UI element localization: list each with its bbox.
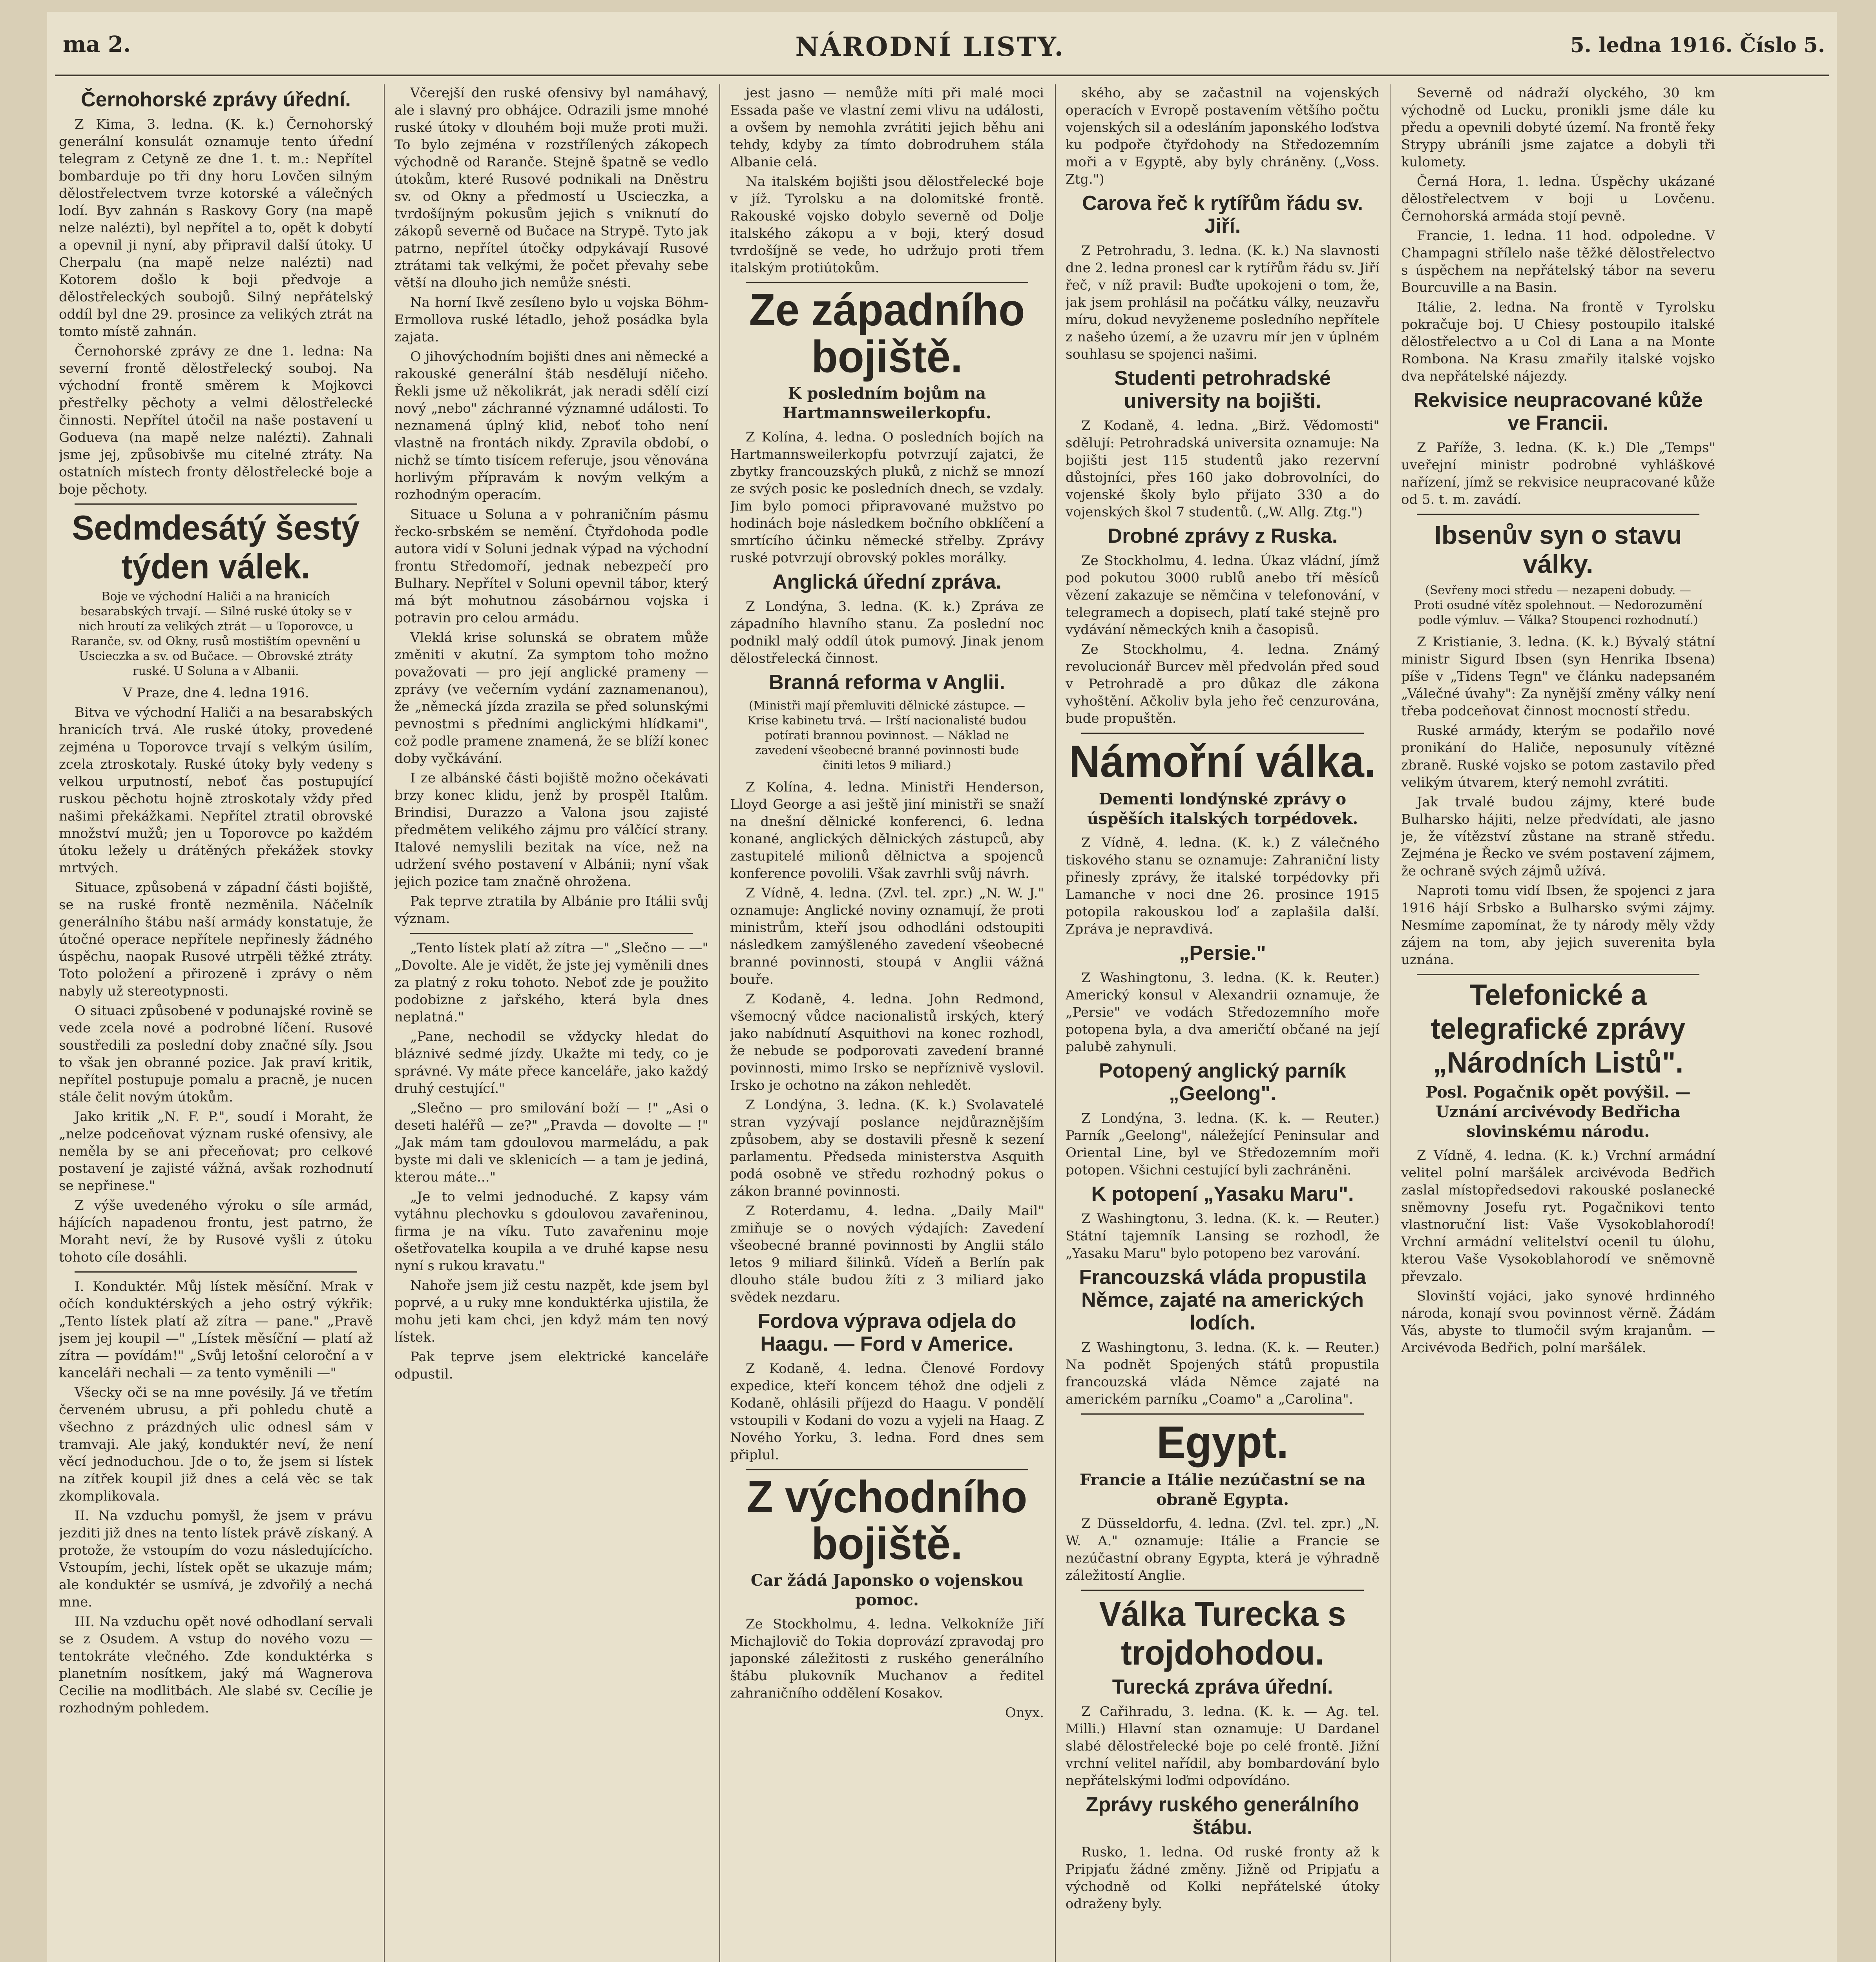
article-paragraph: O situaci způsobené v podunajské rovině se vede zcela nové a podrobné líčení. Rusové soustředili za poslední doby značné síly. Jsou to však jen obranné pozice. Jak praví kritik, nepřítel postupuje pomalu a pracně, je nucen stále čelit novým útokům. xyxy=(59,1003,373,1105)
column-4 xyxy=(1066,84,1380,1962)
article-heading: Potopený anglický parník „Geelong". xyxy=(1099,1059,1346,1105)
article-paragraph: Černá Hora, 1. ledna. Úspěchy ukázané dělostřelectvem v boji u Lovčenu. Černohorská armáda stojí pevně. xyxy=(1401,174,1715,224)
column-3 xyxy=(730,84,1044,1962)
article-paragraph: O jihovýchodním bojišti dnes ani německé a rakouské generální štáb nesdělují ničeho. Řekli jsme už několikrát, jak neradi sdělí cizí nový „nebo" záchranné významné události. To neznamená úplný klid, neboť toho není vlastně na frontách nikdy. Zpravila období, o nichž se tímto tisícem referuje, jsou věnována horlivým přípravám k novým velkým a rozhodným operacím. xyxy=(394,349,708,503)
article-paragraph: Bitva ve východní Haliči a na besarabských hranicích trvá. Ale ruské útoky, provedené zejména u Toporovce trvají s velkým úsilím, zcela ztroskotaly. Ruské útoky byly vedeny s velkou urputností, neboť čas postupující ruskou pěchotu hojně ztroskotaly vždy před našimi překážkami. Nepřítel ztratil obrovské množství mužů; jen u Toporovce po každém útoku ležely u drátěných překážek stovky mrtvých. xyxy=(59,705,373,876)
article-heading: Ibsenův syn o stavu války. xyxy=(1434,520,1682,578)
article-subheading: K posledním bojům na Hartmannsweilerkopfu. xyxy=(783,384,991,422)
section-headline: Válka Turecka s trojdohodou. xyxy=(1099,1594,1346,1672)
feuilleton-paragraph: II. Na vzduchu pomyšl, že jsem v právu jezditi již dnes na tento lístek právě získaný. A protože, že vstoupím do vozu následujícícho. Vstoupím, jechi, lístek opět se ukazuje mám; ale konduktér se usmívá, je zdvořilý a nechá mne. xyxy=(59,1508,373,1610)
article-paragraph: Itálie, 2. ledna. Na frontě v Tyrolsku pokračuje boj. U Chiesy postoupilo italské dělostřelectvo a u Col di Lana a na Monte Rombona. Na Krasu zmařily italské vojsko dva nepřátelské nájezdy. xyxy=(1401,299,1715,384)
article-paragraph: Z Londýna, 3. ledna. (K. k.) Svolavatelé stran vyzývají poslance nejdůraznějším způsobem, aby se dostavili přesně k sezení parlamentu. Předseda ministerstva Asquith podá osobně ve středu rozhodný pokus o zákon branné povinnosti. xyxy=(730,1097,1044,1199)
article-summary: Boje ve východní Haliči a na hranicích besarabských trvají. — Silné ruské útoky se v nich hroutí za velikých ztrát — u Toporovce, u Raranče, sv. od Okny, rusů mostištím opevnění u Uscieczka a sv. od Bučace. — Obrovské ztráty ruské. U Soluna a v Albanii. xyxy=(71,590,361,678)
article-heading: Francouzská vláda propustila Němce, zajaté na amerických lodích. xyxy=(1079,1266,1366,1334)
article-paragraph: Naproti tomu vidí Ibsen, že spojenci z jara 1916 hájí Srbsko a Bulharsko svými zájmy. Nesmíme zapomínat, že ty národy měly vždy zájem na tom, aby jejich suverenita byla uznána. xyxy=(1401,883,1715,968)
article-paragraph: Z Paříže, 3. ledna. (K. k.) Dle „Temps" uveřejní ministr podrobné vyhláškové nařízení, jímž se rekvisice neupracované kůže od 5. t. m. zavádí. xyxy=(1401,440,1715,507)
article-paragraph: Včerejší den ruské ofensivy byl namáhavý, ale i slavný pro obhájce. Odrazili jsme mnohé ruské útoky v dlouhém boji muže proti muži. To bylo zejména v rozstřílených zákopech východně od Raranče. Stejně špatně se vedlo útokům, které Rusové podnikali na Dněstru sv. od Okny a předmostí u Uscieczka, a tvrdošíjným pokusům jejich s vniknutí do zákopů severně od Bučace na Strypě. Tyto jak patrno, nepřítel útočky odpykávají Rusové ztrátami tak velkými, že počet převahy sebe větší na dlouho jich nemůže snésti. xyxy=(394,85,708,291)
article-heading: Rekvisice neupracované kůže ve Francii. xyxy=(1413,389,1703,434)
article-paragraph: Z Kodaně, 4. ledna. Členové Fordovy expedice, kteří koncem téhož dne odjeli z Kodaně, ohlásili příjezd do Haagu. V pondělí vstoupili v Kodani do vozu a vyjeli na Haag. Z Nového Yorku, 3. ledna. Ford dnes sem připlul. xyxy=(730,1361,1044,1463)
feuilleton-paragraph: „Pane, nechodil se vždycky hledat do bláznivé sedmé jízdy. Ukažte mi tedy, co je správné. Vy máte přece kanceláře, jako každý druhý cestující." xyxy=(394,1029,708,1096)
article-paragraph: Z výše uvedeného výroku o síle armád, hájících napadenou frontu, jest patrno, že Moraht neví, že by Rusové vyšli z útoku tohoto cíle dosáhli. xyxy=(59,1198,373,1265)
article-paragraph: Z Washingtonu, 3. ledna. (K. k. Reuter.) Americký konsul v Alexandrii oznamuje, že „Persie" ve vodách Středozemního moře potopena byla, a dva američtí občané na její palubě zahynuli. xyxy=(1066,970,1380,1055)
article-paragraph: Z Cařihradu, 3. ledna. (K. k. — Ag. tel. Milli.) Hlavní stan oznamuje: U Dardanel slabé dělostřelecké boje po celé frontě. Jižní vrchní velitel nařídil, aby bombardování bylo nepřátelskými loďmi odpovídáno. xyxy=(1066,1704,1380,1789)
article-paragraph: Pak teprve ztratila by Albánie pro Itálii svůj význam. xyxy=(394,893,708,926)
article-summary: (Sevřeny moci středu — nezapeni dobudy. — Proti osudné vítěz spolehnout. — Nedorozumění podle výmluv. — Válka? Stoupenci rozhodnutí.) xyxy=(1414,583,1703,627)
article-paragraph: Z Kristianie, 3. ledna. (K. k.) Bývalý státní ministr Sigurd Ibsen (syn Henrika Ibsena) píše v „Tidens Tegn" ve článku nadepsaném „Válečné úvahy": Za nynější změny války není třeba podceňovat činnost mocností středu. xyxy=(1401,634,1715,719)
signature: Onyx. xyxy=(1005,1705,1044,1721)
dateline: V Praze, dne 4. ledna 1916. xyxy=(122,685,309,701)
article-paragraph: Z Kolína, 4. ledna. Ministři Henderson, Lloyd George a asi ještě jiní ministři se snaží na dnešní dělnické konferenci, 6. ledna konané, anglických dělnických zástupců, aby zastupitelé milionů dělnictva a spojenců konference povolili. Však zavrhli svůj návrh. xyxy=(730,779,1044,881)
column-rule xyxy=(719,84,720,1962)
article-paragraph: Situace, způsobená v západní části bojiště, se na ruské frontě nezměnila. Náčelník generálního štábu naší armády konstatuje, že útočné operace nepřítele nepřinesly žádného úspěchu, naopak Rusové utrpěli těžké ztráty. Toto položení a přirozeně i zprávy o něm nabyly už stereotypnosti. xyxy=(59,880,373,999)
section-divider xyxy=(746,1469,1028,1470)
article-paragraph: Z Düsseldorfu, 4. ledna. (Zvl. tel. zpr.) „N. W. A." oznamuje: Itálie a Francie se nezúčastní obrany Egypta, která je výhradně záležitostí Anglie. xyxy=(1066,1516,1380,1583)
feuilleton-paragraph: III. Na vzduchu opět nové odhodlaní servali se z Osudem. A vstup do nového vozu — tentokráte vlečného. Zde konduktérka s planetním nosítkem, jaký má Wagnerova Cecilie na modlitbách. Ale slabé sv. Cecílie je rozhodným pohledem. xyxy=(59,1614,373,1716)
article-heading: Fordova výprava odjela do Haagu. — Ford v Americe. xyxy=(757,1310,1016,1355)
article-paragraph: Černohorské zprávy ze dne 1. ledna: Na severní frontě dělostřelecký souboj. Na východní frontě směrem k Mojkovci přestřelky pěchoty a velmi dělostřelecké činnosti. Nepřítel útočil na naše postavení u Godueva (na mapě nelze nalézti). Zahnali jsme jej, způsobivše mu citelné ztráty. Na ostatních místech fronty dělostřelecké boje a boje pěchoty. xyxy=(59,343,373,497)
section-divider xyxy=(75,503,357,505)
section-headline: Námořní válka. xyxy=(1069,736,1376,787)
page-number: ma 2. xyxy=(63,31,131,57)
article-paragraph: Situace u Soluna a v pohraničním pásmu řecko-srbském se nemění. Čtyřdohoda podle autora vidí v Soluni jednak výpad na východní frontu Středomoří, jednak nebezpečí pro Bulhary. Nepřítel v Soluni opevnil tábor, který má být mohutnou zásobárnou vojska i potravin pro celou armádu. xyxy=(394,507,708,626)
feuilleton-paragraph: Nahoře jsem již cestu nazpět, kde jsem byl poprvé, a u ruky mne konduktérka ujistila, že mohu jeti kam chci, jen když mám ten nový lístek. xyxy=(394,1278,708,1345)
article-paragraph: ského, aby se začastnil na vojenských operacích v Evropě postavením většího počtu vojenských sil a odesláním japonského loďstva ku podpoře čtyřdohody na Středozemním moři a v Egyptě, aby byly chráněny. („Voss. Ztg.") xyxy=(1066,85,1380,187)
article-heading: Branná reforma v Anglii. xyxy=(769,671,1005,694)
feuilleton-paragraph: Všecky oči se na mne povésily. Já ve třetím červeném ubrusu, a při pohledu chutě a všechno z prázdných ulic odnesl sám v tramvaji. Ale jaký, konduktér neví, že není věcí jednoduchou. Jde o to, že jsem si lístek na zítřek koupil již dnes a celá věc se tak zkomplikovala. xyxy=(59,1385,373,1504)
article-paragraph: Z Washingtonu, 3. ledna. (K. k. — Reuter.) Na podnět Spojených států propustila francouzská vláda Němce zajaté na americkém parníku „Coamo" a „Carolina". xyxy=(1066,1340,1380,1407)
column-2 xyxy=(394,84,708,1962)
article-heading: Anglická úřední zpráva. xyxy=(772,571,1002,593)
column-rule xyxy=(384,84,385,1962)
article-subheading: Francie a Itálie nezúčastní se na obraně Egypta. xyxy=(1079,1471,1366,1509)
article-paragraph: Ze Stockholmu, 4. ledna. Velkokníže Jiří Michajlovič do Tokia doprovází zpravodaj pro japonské záležitosti z ruského generálního štábu plukovník Muchanov a ředitel zahraničního oddělení Kosakov. xyxy=(730,1616,1044,1701)
section-divider xyxy=(1417,974,1699,975)
article-paragraph: Na italském bojišti jsou dělostřelecké boje v jíž. Tyrolsku a na dolomitské frontě. Rakouské vojsko dobylo severně od Dolje italského zákopu a v boji, který dosud tvrdošíjně se vede, ho udržujo proti třem italským protiútokům. xyxy=(730,174,1044,276)
section-headline: Ze západního bojiště. xyxy=(749,284,1025,382)
article-paragraph: Rusko, 1. ledna. Od ruské fronty až k Pripjaťu žádné změny. Jižně od Pripjaťu a východně od Kolki nepřátelské útoky odraženy byly. xyxy=(1066,1844,1380,1912)
article-heading: Turecká zpráva úřední. xyxy=(1112,1676,1333,1698)
issue-date: 5. ledna 1916. Číslo 5. xyxy=(1570,33,1825,57)
article-heading: Carova řeč k rytířům řádu sv. Jiří. xyxy=(1082,192,1363,237)
header-rule xyxy=(55,75,1829,76)
column-5 xyxy=(1401,84,1715,1962)
article-paragraph: Jako kritik „N. F. P.", soudí i Moraht, že „nelze podceňovat význam ruské ofensivy, ale neměla by se ani přeceňovat; pro celkové postavení je zajisté vážná, avšak rozhodnutí se nepřinese." xyxy=(59,1109,373,1194)
article-paragraph: Z Washingtonu, 3. ledna. (K. k. — Reuter.) Státní tajemník Lansing se rozhodl, že „Yasaku Maru" bylo potopeno bez varování. xyxy=(1066,1211,1380,1261)
article-paragraph: jest jasno — nemůže míti při malé moci Essada paše ve vlastní zemi vlivu na události, a ovšem by nemohla zvrátiti jejich běhu ani tehdy, kdyby za tímto dobrodruhem stála Albanie celá. xyxy=(730,85,1044,170)
feuilleton-paragraph: „Je to velmi jednoduché. Z kapsy vám vytáhnu plechovku s gdoulovou zavařeninou, firma je na víku. Tuto zavařeninu moje ošetřovatelka koupila a ve druhé kapse nesu nyní s rukou kravatu." xyxy=(394,1189,708,1274)
article-paragraph: Z Vídně, 4. ledna. (K. k.) Z válečného tiskového stanu se oznamuje: Zahraniční listy přinesly zprávy, že italské torpédovky při Lamanche v noci dne 26. prosince 1915 potopila rakouskou loď a zaplašila další. Zpráva je nepravdivá. xyxy=(1066,835,1380,937)
section-headline: Sedmdesátý šestý týden válek. xyxy=(72,508,360,586)
article-paragraph: Z Kodaně, 4. ledna. John Redmond, všemocný vůdce nacionalistů irských, který jako nabídnutí Asquithovi na konec rozhodl, že nebude se podporovati zavedení branné povinnosti, mimo Irsko se nepříznivě vyslovil. Irsko je ochotno na zákon nehledět. xyxy=(730,991,1044,1093)
section-headline: Egypt. xyxy=(1156,1417,1289,1468)
column-1 xyxy=(59,84,373,1962)
section-divider xyxy=(410,933,693,934)
article-subheading: Dementi londýnské zprávy o úspěších italských torpédovek. xyxy=(1087,790,1358,828)
section-divider xyxy=(1417,514,1699,515)
article-heading: K potopení „Yasaku Maru". xyxy=(1091,1183,1354,1205)
section-headline: Telefonické a telegrafické zprávy „Národních Listů". xyxy=(1431,978,1686,1079)
article-subheading: Posl. Pogačnik opět povýšil. — Uznání arcivévody Bedřicha slovinskému národu. xyxy=(1425,1083,1691,1141)
article-heading: Černohorské zprávy úřední. xyxy=(81,88,351,111)
article-paragraph: Ze Stockholmu, 4. ledna. Úkaz vládní, jímž pod pokutou 3000 rublů anebo tří měsíců vězení zakazuje se němčina v telefonování, v telegramech a dopisech, platí také stejně pro vydávání německých knih a časopisů. xyxy=(1066,553,1380,638)
article-paragraph: Vleklá krise solunská se obratem může změniti v akutní. Za symptom toho možno považovati — pro její anglické prameny — zprávy (ve večerním vydání zaznamenanou), že „německá jízda zrazila se před solunskými pevnostmi s předními anglickými hlídkami", což podle pramene znamená, že se blíží konec doby vyčkávání. xyxy=(394,630,708,766)
article-summary: (Ministři mají přemluviti dělnické zástupce. — Krise kabinetu trvá. — Irští nacionalisté budou potírati brannou povinnost. — Náklad ne zavedení všeobecné branné povinnosti bude činiti letos 9 miliard.) xyxy=(747,699,1027,772)
article-heading: Drobné zprávy z Ruska. xyxy=(1107,525,1338,547)
article-paragraph: Ruské armády, kterým se podařilo nové pronikání do Haliče, neposunuly vítězné zbraně. Ruské vojsko se potom zastavilo před velikým útvarem, který nemohl zvrátiti. xyxy=(1401,723,1715,790)
article-paragraph: Slovinští vojáci, jako synové hrdinného národa, konají svou povinnost věrně. Žádám Vás, abyste to tlumočil svým krajanům. — Arcivévoda Bedřich, polní maršálek. xyxy=(1401,1288,1715,1356)
article-paragraph: Z Kodaně, 4. ledna. „Birž. Vědomosti" sdělují: Petrohradská universita oznamuje: Na bojišti jest 115 studentů jako rezervní důstojníci, přes 160 jako dobrovolníci, do vojenské školy bylo přijato 330 a do vojenských škol 7 studentů. („W. Allg. Ztg.") xyxy=(1066,418,1380,520)
article-subheading: Car žádá Japonsko o vojenskou pomoc. xyxy=(750,1571,1024,1609)
article-heading: „Persie." xyxy=(1179,942,1266,965)
section-divider xyxy=(1081,733,1364,734)
feuilleton-paragraph: „Tento lístek platí až zítra —" „Slečno — —" „Dovolte. Ale je vidět, že jste jej vyměnili dnes za platný z roku tohoto. Neboť zde je použito podobizne z jařského, která byla dnes neplatná." xyxy=(394,940,708,1025)
newspaper-page xyxy=(47,12,1837,1962)
article-paragraph: Z Kolína, 4. ledna. O posledních bojích na Hartmannsweilerkopfu potvrzují zajatci, že zbytky francouzských pluků, z nichž se mnozí ze svých posic ke posledních dnech, se vzdaly. Jim bylo pomoci připravované mužstvo po hodinách boje následkem bočního obklíčení a smrtícího účinku německé střelby. Zprávy ruské potvrzují obrovský pokles morálky. xyxy=(730,429,1044,566)
section-divider xyxy=(1081,1590,1364,1591)
article-paragraph: I ze albánské části bojiště možno očekávati brzy konec klidu, jenž by prospěl Italům. Brindisi, Durazzo a Valona jsou zajisté předmětem velikého zájmu pro válčící strany. Italové nemyslili bezitak na více, než na udržení svého postavení v Albánii; nyní však jejich pozice tam značně ohrožena. xyxy=(394,770,708,890)
column-rule xyxy=(1055,84,1056,1962)
article-paragraph: Francie, 1. ledna. 11 hod. odpoledne. V Champagni střílelo naše těžké dělostřelectvo s úspěchem na nepřátelský tábor na severu Bourcuville a na Basin. xyxy=(1401,228,1715,295)
section-divider xyxy=(75,1271,357,1273)
article-paragraph: Ze Stockholmu, 4. ledna. Známý revolucionář Burcev měl předvolán před soud v Petrohradě a pro důkaz dle zákona vyhoštění. Ačkoliv byla jeho řeč cenzurována, bude propuštěn. xyxy=(1066,642,1380,726)
article-paragraph: Jak trvalé budou zájmy, které bude Bulharsko hájiti, nelze předvídati, ale jasno je, že vítězství zůstane na straně středu. Zejména je Řecko ve svém postavení zájmem, že ochraně svých zájmů užívá. xyxy=(1401,794,1715,879)
feuilleton-paragraph: „Slečno — pro smilování boží — !" „Asi o deseti haléřů — ze?" „Pravda — dovolte — !" „Jak mám tam gdoulovou marmeládu, a pak byste mi dali ve sklenicích — a tam je jediná, kterou máte..." xyxy=(394,1100,708,1185)
article-paragraph: Z Petrohradu, 3. ledna. (K. k.) Na slavnosti dne 2. ledna pronesl car k rytířům řádu sv. Jiří řeč, v níž pravil: Buďte upokojeni o tom, že, jak jsem prohlásil na počátku války, neuzavřu míru, dokud nevyženeme posledního nepřítele z našeho území, a že uzavru mír jen v úplném souhlasu se spojenci našimi. xyxy=(1066,243,1380,362)
article-paragraph: Z Londýna, 3. ledna. (K. k. — Reuter.) Parník „Geelong", náležející Peninsular and Oriental Line, byl ve Středozemním moři potopen. Všichni cestující byli zachráněni. xyxy=(1066,1110,1380,1178)
article-paragraph: Severně od nádraží olyckého, 30 km východně od Lucku, pronikli jsme dále ku předu a opevnili dobyté území. Na frontě řeky Strypy ubráníli jsme zajatce a dobyli tři kulomety. xyxy=(1401,85,1715,170)
section-divider xyxy=(746,282,1028,283)
article-heading: Studenti petrohradské university na bojišti. xyxy=(1114,367,1331,412)
article-paragraph: Z Vídně, 4. ledna. (K. k.) Vrchní armádní velitel polní maršálek arcivévoda Bedřich zaslal místopředsedovi rakouské poslanecké sněmovny Josefu ryt. Pogačnikovi tento vlastnoruční list: Vaše Vysokoblahorodí! Vrchní armádní velitelství ocenil tu úlohu, kterou Vaše Vysokoblahorodí ve sněmovně převzalo. xyxy=(1401,1148,1715,1284)
masthead-title: NÁRODNÍ LISTY. xyxy=(795,31,1065,62)
article-heading: Zprávy ruského generálního štábu. xyxy=(1086,1793,1360,1839)
feuilleton-paragraph: I. Konduktér. Můj lístek měsíční. Mrak v očích konduktérských a jeho ostrý výkřik: „Tento lístek platí až zítra — pane." „Pravě jsem jej koupil —" „Lístek měsíční — platí až zítra — povídám!" „Svůj letošní celoroční a v kanceláři nechali — za tento vyměnili —" xyxy=(59,1279,373,1381)
article-paragraph: Z Londýna, 3. ledna. (K. k.) Zpráva ze západního hlavního stanu. Za poslední noc podnikl malý oddíl útok pumový. Jinak jenom dělostřelecká činnost. xyxy=(730,599,1044,666)
section-divider xyxy=(1081,1413,1364,1415)
feuilleton-paragraph: Pak teprve jsem elektrické kanceláře odpustil. xyxy=(394,1349,708,1382)
article-paragraph: Z Kima, 3. ledna. (K. k.) Černohorský generální konsulát oznamuje tento úřední telegram z Cetyně ze dne 1. t. m.: Nepřítel bombarduje po tři dny horu Lovčen silným dělostřelectvem tvrze kotorské a válečných lodí. Byv zahnán s Raskovy Gory (na mapě nelze nalézti), byl nepřítel a to, opět k dobytí a opevnil ji nyní, aby připravil další útoky. U Cherpalu (na mapě nelze nalézti) nad Kotorem došlo k boji předvoje a dělostřeleckých soubojů. Silný nepřátelský oddíl byl dne 29. prosince za velikých ztrát na tomto místě zahnán. xyxy=(59,117,373,339)
article-paragraph: Z Vídně, 4. ledna. (Zvl. tel. zpr.) „N. W. J." oznamuje: Anglické noviny oznamují, že proti ministrům, kteří jsou odhodláni odstoupiti následkem zamýšleného zavedení všeobecné branné povinnosti, stoupá v Anglii vážná bouře. xyxy=(730,885,1044,987)
article-paragraph: Na horní Ikvě zesíleno bylo u vojska Böhm-Ermollova ruské létadlo, jehož posádka byla zajata. xyxy=(394,295,708,345)
article-paragraph: Z Roterdamu, 4. ledna. „Daily Mail" zmiňuje se o nových výdajích: Zavedení všeobecné branné povinnosti by Anglii stálo letos 9 miliard šilinků. Vídeň a Berlín pak dlouho stále budou žíti z 3 miliard jako svědek nezdaru. xyxy=(730,1203,1044,1305)
page-header xyxy=(47,12,1837,82)
section-headline: Z východního bojiště. xyxy=(746,1472,1027,1569)
